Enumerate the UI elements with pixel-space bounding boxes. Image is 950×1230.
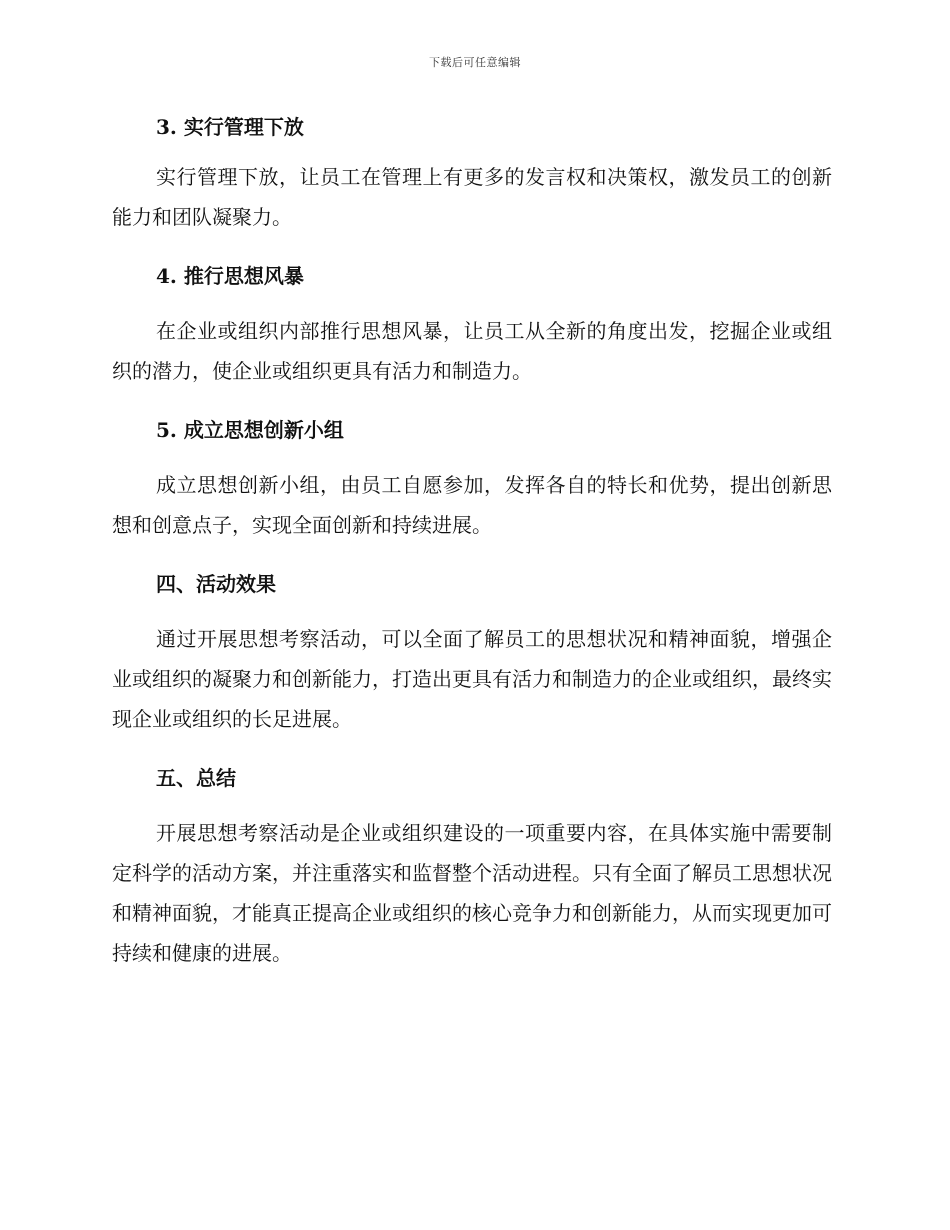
section-heading-delegate-management: 3. 实行管理下放: [156, 115, 304, 139]
section-heading-brainstorming: 4. 推行思想风暴: [156, 264, 304, 288]
section-paragraph-activity-effect: 通过开展思想考察活动，可以全面了解员工的思想状况和精神面貌，增强企业或组织的凝聚力和创新能力，打造出更具有活力和制造力的企业或组织，最终实现企业或组织的长足进展。: [112, 627, 832, 731]
section-heading-innovation-group: 5. 成立思想创新小组: [156, 418, 344, 442]
section-paragraph-summary: 开展思想考察活动是企业或组织建设的一项重要内容，在具体实施中需要制定科学的活动方案，并注重落实和监督整个活动进程。只有全面了解员工思想状况和精神面貌，才能真正提高企业或组织的核心竞争力和创新能力，从而实现更加可持续和健康的进展。: [112, 821, 832, 965]
section-paragraph-delegate-management: 实行管理下放，让员工在管理上有更多的发言权和决策权，激发员工的创新能力和团队凝聚力。: [112, 165, 832, 229]
section-heading-activity-effect: 四、活动效果: [156, 572, 276, 596]
section-paragraph-brainstorming: 在企业或组织内部推行思想风暴，让员工从全新的角度出发，挖掘企业或组织的潜力，使企业或组织更具有活力和制造力。: [112, 319, 832, 383]
section-heading-summary: 五、总结: [156, 766, 236, 790]
page-header-note: 下载后可任意编辑: [429, 56, 521, 69]
section-paragraph-innovation-group: 成立思想创新小组，由员工自愿参加，发挥各自的特长和优势，提出创新思想和创意点子，实现全面创新和持续进展。: [112, 473, 832, 537]
document-body: [112, 112, 832, 973]
